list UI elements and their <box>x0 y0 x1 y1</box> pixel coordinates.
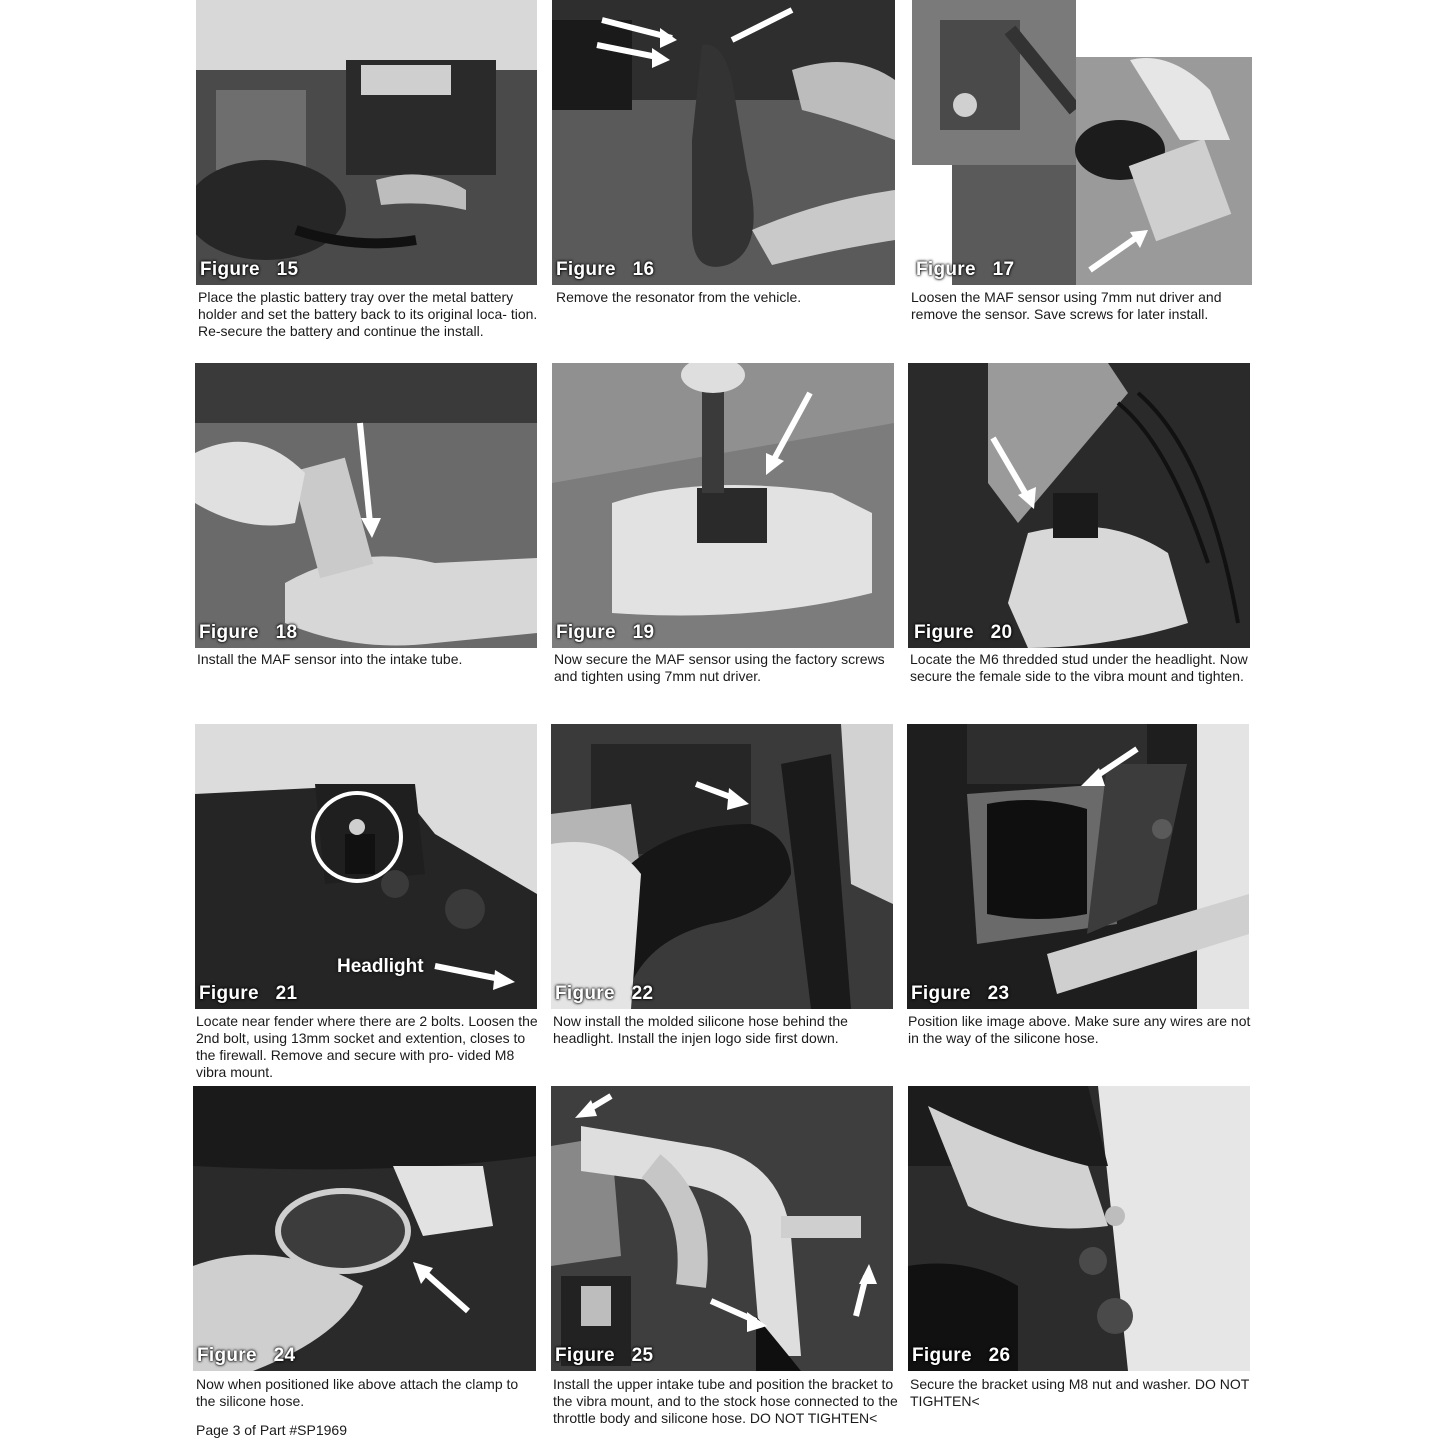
figure-24-photo <box>193 1086 536 1371</box>
bracket-secure-image <box>908 1086 1250 1371</box>
figure-23-caption: Position like image above. Make sure any wires are not in the way of the silicone hose. <box>908 1013 1251 1046</box>
figure-label: Figure 21 <box>199 983 298 1004</box>
figure-16-caption: Remove the resonator from the vehicle. <box>556 289 802 305</box>
figure-18-caption: Install the MAF sensor into the intake tube. <box>197 651 463 667</box>
resonator-removal-image <box>552 0 895 285</box>
clamp-attach-image <box>193 1086 536 1371</box>
figure-20-caption: Locate the M6 thredded stud under the headlight. Now secure the female side to the vibra mount and tighten. <box>910 651 1248 684</box>
figure-label: Figure 23 <box>911 983 1010 1004</box>
figure-label: Figure 24 <box>197 1345 296 1366</box>
figure-label: Figure 17 <box>916 259 1015 280</box>
vibra-mount-stud-image <box>908 363 1250 648</box>
figure-19-caption: Now secure the MAF sensor using the factory screws and tighten using 7mm nut driver. <box>554 651 885 684</box>
figure-15-caption: Place the plastic battery tray over the metal battery holder and set the battery back to its original loca- tion. Re-secure the battery and continue the install. <box>198 289 538 339</box>
silicone-hose-install-image <box>551 724 893 1009</box>
figure-22-caption: Now install the molded silicone hose behind the headlight. Install the injen logo side first down. <box>553 1013 848 1046</box>
figure-15-photo <box>196 0 537 285</box>
figure-label: Figure 25 <box>555 1345 654 1366</box>
figure-label: Figure 19 <box>556 622 655 643</box>
figure-label: Figure 15 <box>200 259 299 280</box>
figure-25-caption: Install the upper intake tube and position the bracket to the vibra mount, and to the stock hose connected to the throttle body and silicone hose. DO NOT TIGHTEN< <box>553 1376 898 1426</box>
figure-label: Figure 16 <box>556 259 655 280</box>
figure-label: Figure 22 <box>555 983 654 1004</box>
figure-21-photo <box>195 724 537 1009</box>
figure-label: Figure 18 <box>199 622 298 643</box>
figure-26-photo <box>908 1086 1250 1371</box>
figure-18-photo <box>195 363 537 648</box>
figure-21-caption: Locate near fender where there are 2 bolts. Loosen the 2nd bolt, using 13mm socket and extention, closes to the firewall. Remove and secure with pro- vided M8 vibra mount. <box>196 1013 538 1080</box>
figure-17-photo <box>910 0 1252 285</box>
battery-install-image <box>196 0 537 285</box>
figure-label: Figure 20 <box>914 622 1013 643</box>
maf-sensor-tighten-image <box>552 363 894 648</box>
page-footer: Page 3 of Part #SP1969 <box>196 1422 347 1438</box>
upper-intake-tube-image <box>551 1086 893 1371</box>
figure-22-photo <box>551 724 893 1009</box>
hose-position-image <box>907 724 1249 1009</box>
headlight-annotation: Headlight <box>337 956 424 977</box>
figure-23-photo <box>907 724 1249 1009</box>
figure-label: Figure 26 <box>912 1345 1011 1366</box>
figure-17-caption: Loosen the MAF sensor using 7mm nut driver and remove the sensor. Save screws for later install. <box>911 289 1222 322</box>
figure-16-photo <box>552 0 895 285</box>
figure-25-photo <box>551 1086 893 1371</box>
maf-sensor-removal-image <box>910 0 1252 285</box>
maf-sensor-install-image <box>195 363 537 648</box>
figure-20-photo <box>908 363 1250 648</box>
figure-26-caption: Secure the bracket using M8 nut and washer. DO NOT TIGHTEN< <box>910 1376 1250 1409</box>
figure-19-photo <box>552 363 894 648</box>
figure-24-caption: Now when positioned like above attach the clamp to the silicone hose. <box>196 1376 519 1409</box>
